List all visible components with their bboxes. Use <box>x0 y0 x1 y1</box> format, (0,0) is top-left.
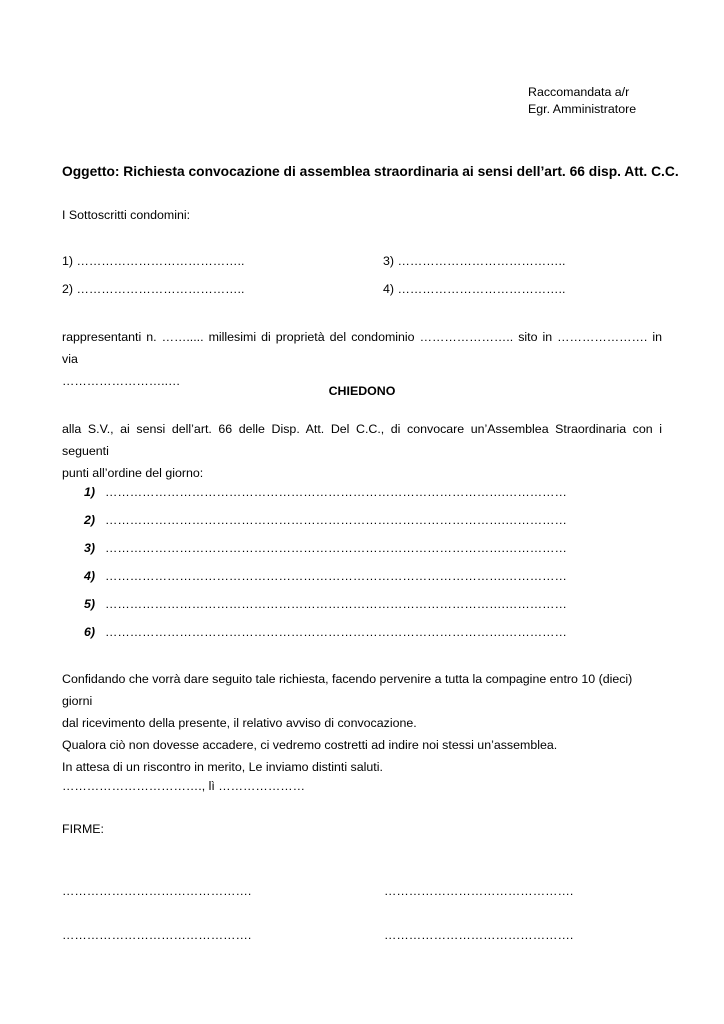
signature-line: ………………………………………. <box>384 928 574 942</box>
agenda-blank: …………………………………………………………………………………….…………… <box>105 485 567 499</box>
closing-paragraph <box>62 668 662 778</box>
agenda-number: 5) <box>84 597 96 611</box>
closing-line-3: Qualora ciò non dovesse accadere, ci vedremo costretti ad indire noi stessi un’assemblea. <box>62 738 558 752</box>
agenda-blank: …………………………………………………………………………………….…………… <box>105 569 567 583</box>
representation-line-2: ……………………..… <box>62 374 181 388</box>
agenda-blank: …………………………………………………………………………………….…………… <box>105 541 567 555</box>
condomino-4: 4) ………………………………….. <box>383 282 566 296</box>
agenda-number: 2) <box>84 513 96 527</box>
signature-line: ………………………………………. <box>384 884 574 898</box>
signatures-label: FIRME: <box>62 822 104 836</box>
agenda-number: 4) <box>84 569 96 583</box>
recipient-line-1: Raccomandata a/r <box>528 85 630 99</box>
condomino-3: 3) ………………………………….. <box>383 254 566 268</box>
request-line-2: punti all’ordine del giorno: <box>62 466 204 480</box>
agenda-blank: …………………………………………………………………………………….…………… <box>105 625 567 639</box>
request-line-1: alla S.V., ai sensi dell’art. 66 delle Disp. Att. Del C.C., di convocare un’Assemblea Straordinaria con i seguenti <box>62 422 662 458</box>
condomino-1: 1) ………………………………….. <box>62 254 245 268</box>
agenda-blank: …………………………………………………………………………………….…………… <box>105 513 567 527</box>
agenda-number: 1) <box>84 485 96 499</box>
representation-line-1: rappresentanti n. ……..... millesimi di proprietà del condominio ………………….. sito in …………………. in via <box>62 330 662 366</box>
agenda-number: 3) <box>84 541 96 555</box>
condomino-2: 2) ………………………………….. <box>62 282 245 296</box>
representation-paragraph <box>62 326 662 392</box>
signature-line: ………………………………………. <box>62 928 252 942</box>
place-date: ……………………………., lì ………………… <box>62 779 305 793</box>
recipient-line-2: Egr. Amministratore <box>528 102 637 116</box>
agenda-number: 6) <box>84 625 96 639</box>
subject: Oggetto: Richiesta convocazione di assemblea straordinaria ai sensi dell’art. 66 disp. Att. C.C. <box>62 164 679 179</box>
closing-line-1: Confidando che vorrà dare seguito tale richiesta, facendo pervenire a tutta la compagine entro 10 (dieci) giorni <box>62 672 633 708</box>
closing-line-2: dal ricevimento della presente, il relativo avviso di convocazione. <box>62 716 417 730</box>
closing-line-4: In attesa di un riscontro in merito, Le inviamo distinti saluti. <box>62 760 383 774</box>
section-heading: CHIEDONO <box>328 384 396 398</box>
signature-line: ………………………………………. <box>62 884 252 898</box>
intro-text: I Sottoscritti condomini: <box>62 208 191 222</box>
agenda-blank: …………………………………………………………………………………….…………… <box>105 597 567 611</box>
request-paragraph <box>62 418 662 484</box>
